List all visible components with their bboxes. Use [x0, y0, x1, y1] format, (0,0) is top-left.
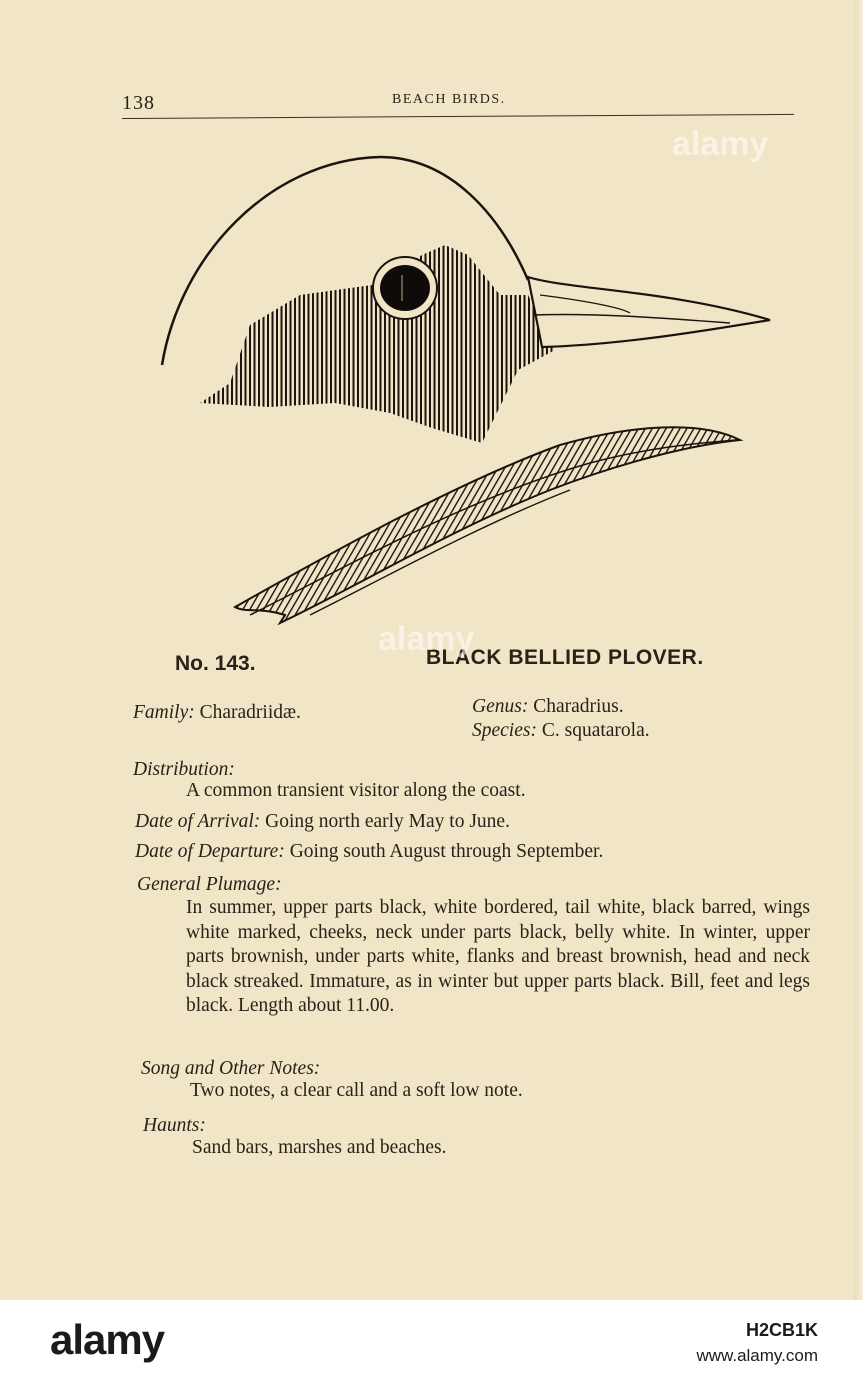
genus-label: Genus:	[472, 696, 529, 717]
distribution-label: Distribution:	[133, 759, 235, 780]
genus-value: Charadrius.	[533, 696, 624, 717]
plumage-text: In summer, upper parts black, white bordered, tail white, black barred, wings white marked, cheeks, neck under parts black, belly white. In winter, upper parts brownish, under parts white, flanks and breast brownish, head and neck black streaked. Immature, as in winter but upper parts black. Bill, feet and legs black. Length about 11.00.	[186, 897, 810, 1017]
species-label: Species:	[472, 720, 537, 741]
image-code: H2CB1K	[745, 1320, 818, 1340]
genus-row	[472, 696, 624, 718]
arrival-row	[135, 811, 510, 833]
species-common-name: BLACK BELLIED PLOVER.	[426, 646, 704, 669]
watermark-top-right: alamy	[672, 125, 769, 163]
family-value: Charadriidæ.	[199, 702, 301, 723]
song-label: Song and Other Notes:	[141, 1058, 321, 1079]
bill	[528, 277, 770, 347]
family-row	[133, 702, 301, 724]
haunts-text: Sand bars, marshes and beaches.	[192, 1137, 447, 1158]
plumage-label: General Plumage:	[137, 874, 282, 895]
arrival-text: Going north early May to June.	[265, 811, 510, 832]
departure-text: Going south August through September.	[289, 841, 604, 862]
running-title: BEACH BIRDS.	[392, 92, 506, 107]
species-value: C. squatarola.	[541, 720, 650, 741]
header-rule	[122, 114, 794, 119]
alamy-logo: alamy	[50, 1316, 165, 1363]
entry-number: No. 143.	[175, 652, 256, 675]
plover-head-illustration	[150, 145, 790, 635]
stock-footer	[0, 1300, 863, 1390]
page-number: 138	[122, 92, 155, 114]
eye-pupil	[380, 265, 430, 311]
arrival-label: Date of Arrival:	[135, 811, 261, 832]
song-text: Two notes, a clear call and a soft low note.	[190, 1080, 523, 1101]
family-label: Family:	[133, 702, 195, 723]
watermark-center: alamy	[378, 620, 475, 658]
species-row	[472, 720, 650, 742]
departure-row	[135, 841, 603, 863]
footer-url: www.alamy.com	[696, 1346, 818, 1365]
haunts-label: Haunts:	[143, 1115, 206, 1136]
distribution-text: A common transient visitor along the coast.	[186, 780, 526, 801]
departure-label: Date of Departure:	[135, 841, 285, 862]
page-edge	[854, 0, 863, 1300]
